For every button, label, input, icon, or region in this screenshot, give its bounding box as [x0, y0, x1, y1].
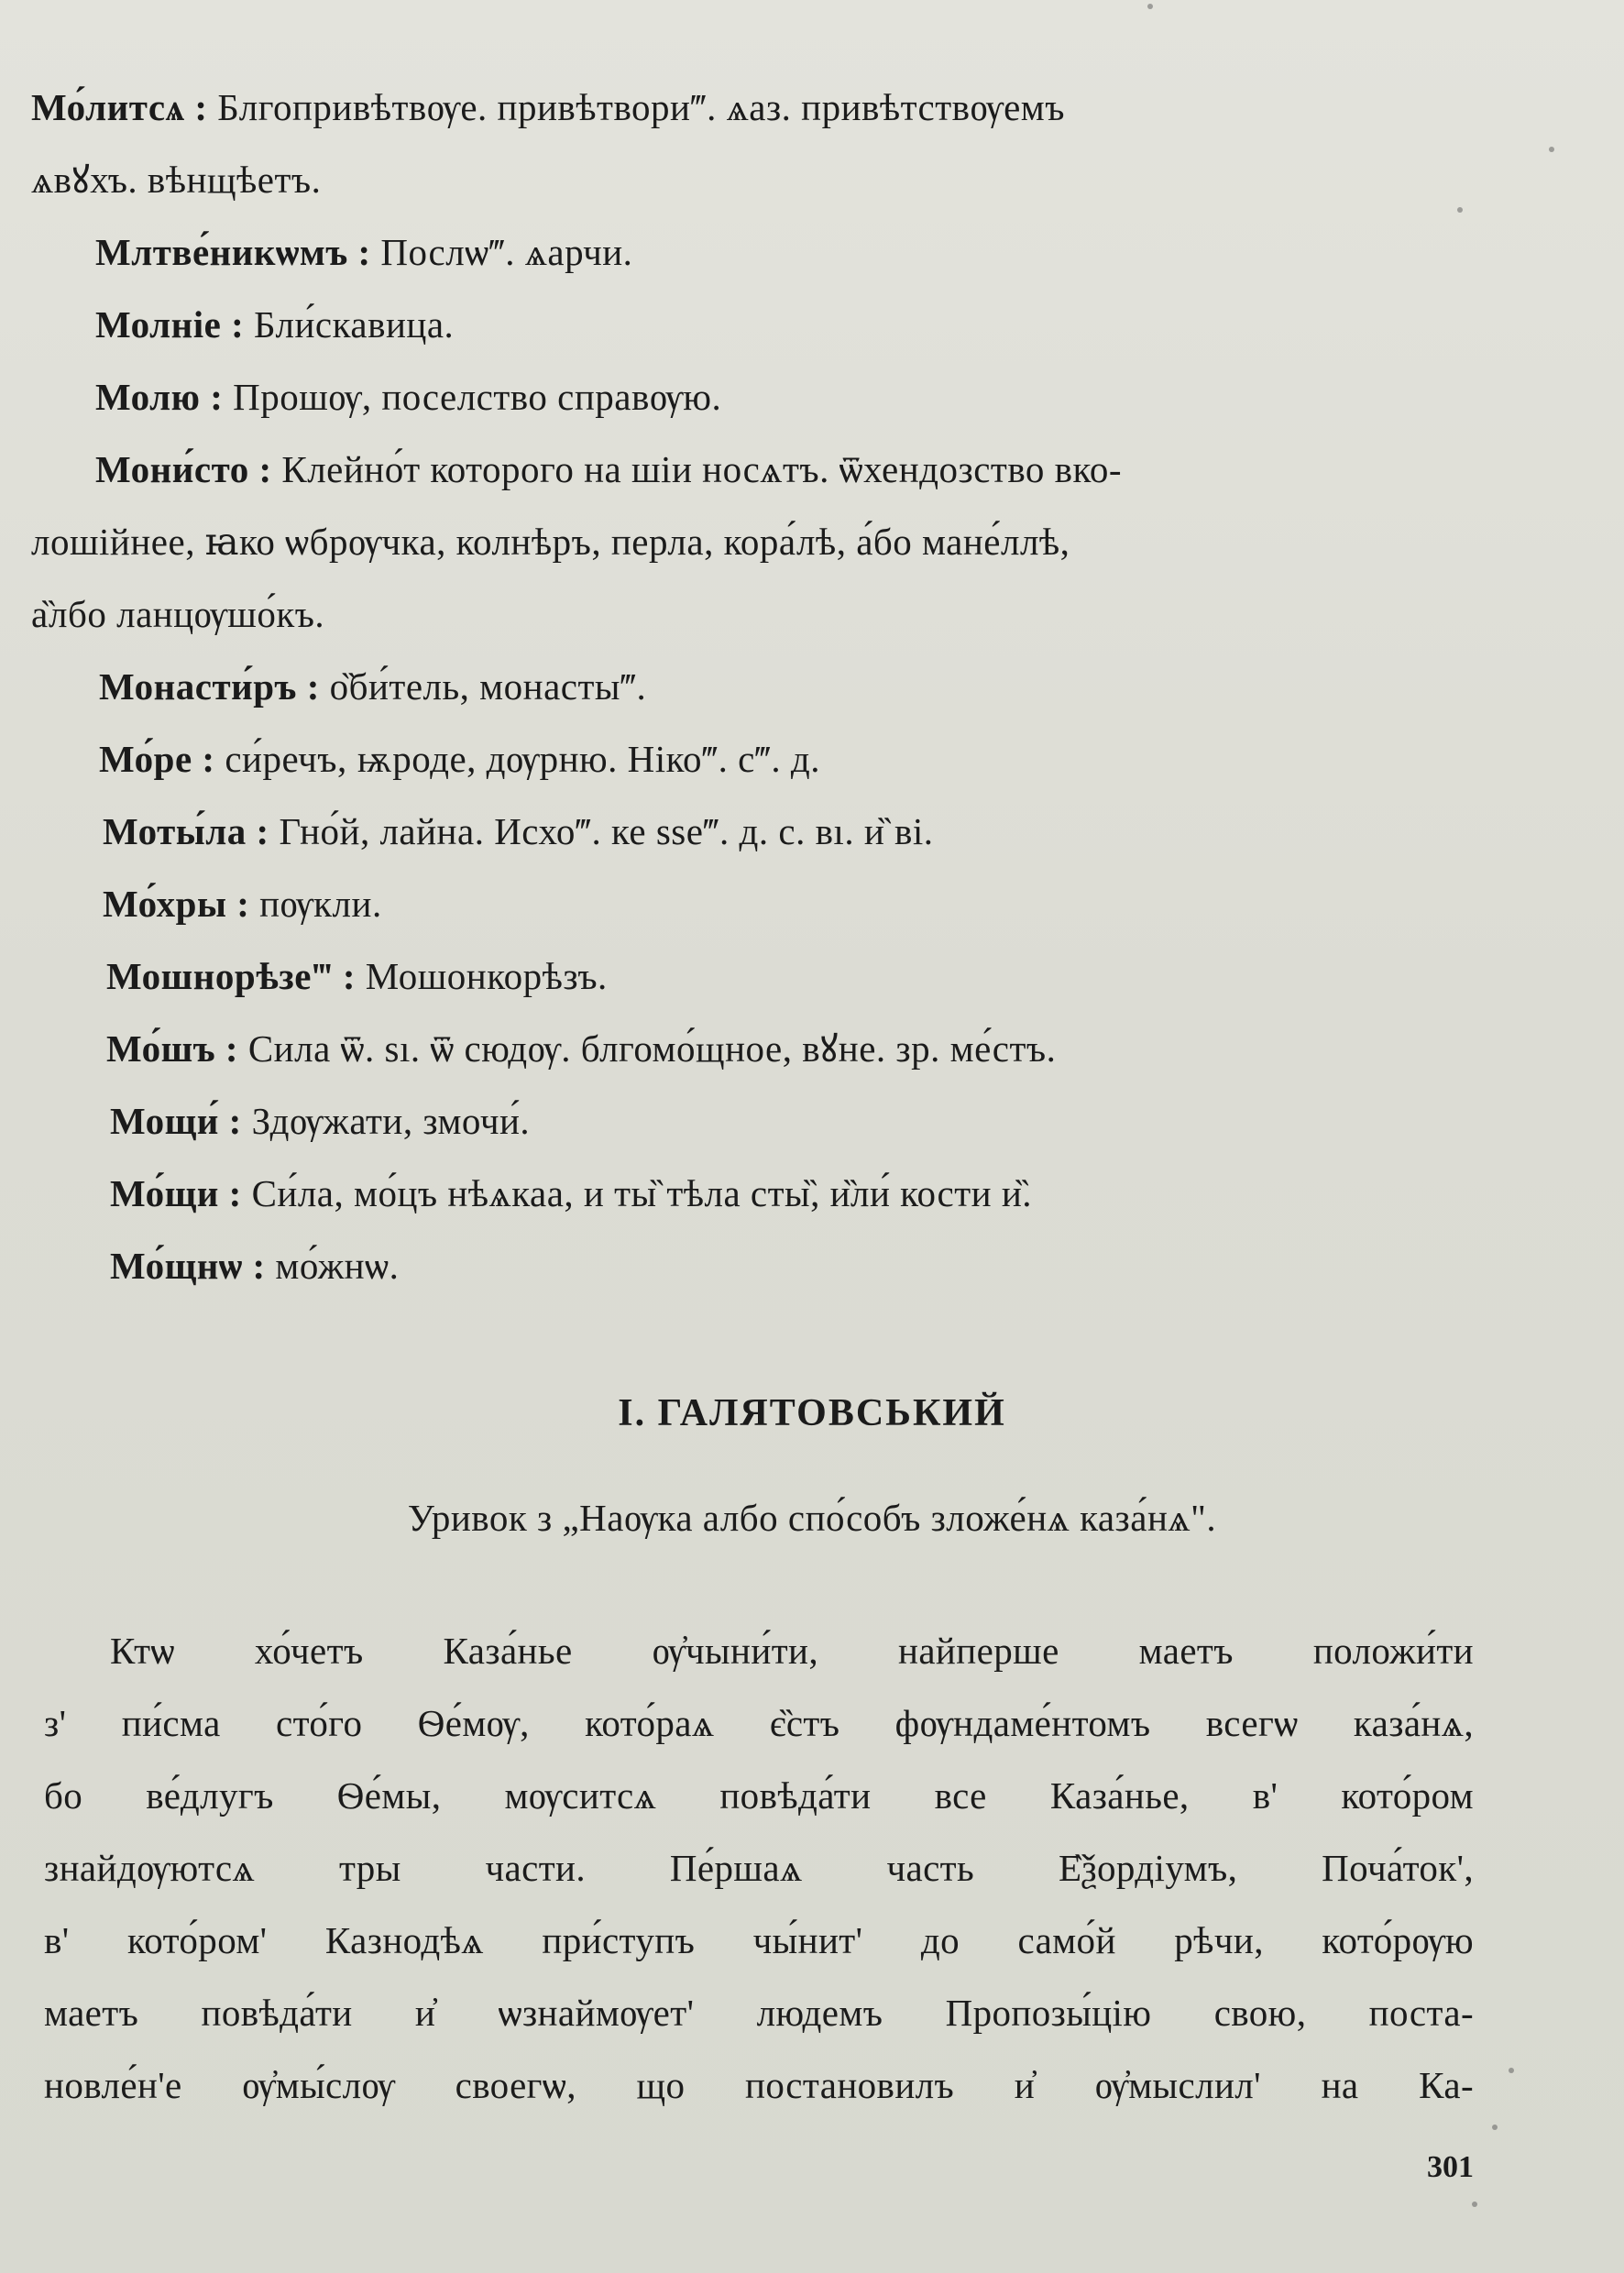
body-line: Ктѡ хо́четъ Каза́нье ѹ̓чыни́ти, найперше маетъ положи́ти	[110, 1630, 1474, 1672]
entry-definition: Прошѹ, поселство справѹю.	[223, 376, 722, 418]
entry-definition: о̏би́тель, монасты‴.	[319, 665, 647, 708]
entry-definition: лошійнее, ꙗко ѡбрѹчка, колнѣръ, перла, кора́лѣ, а́бо мане́ллѣ,	[31, 521, 1070, 563]
entry-definition: мо́жнѡ.	[265, 1245, 400, 1287]
entry-definition: пѹкли.	[249, 883, 382, 925]
print-speck	[1457, 207, 1463, 213]
dictionary-entry	[0, 361, 1624, 434]
dictionary-entry	[0, 868, 1624, 940]
entry-headword: Мощи́ :	[110, 1100, 242, 1142]
dictionary-entry	[0, 71, 1624, 144]
entry-definition: Сила ѿ. ѕı. ѿ сюдѹ. блгомо́щное, вꙋне. зр. ме́стъ.	[238, 1027, 1057, 1070]
section-subtitle: Уривок з „Наѹка албо спо́собъ зложе́нѧ каза́нѧ".	[407, 1497, 1217, 1539]
body-paragraph	[44, 1615, 1474, 2122]
print-speck	[1549, 147, 1554, 152]
page-number: 301	[1427, 2150, 1474, 2184]
entry-headword: Монасти́ръ :	[99, 665, 320, 708]
entry-headword: Моты́ла :	[103, 810, 269, 852]
entry-headword: Мо́щи :	[110, 1172, 242, 1214]
dictionary-entry-continuation	[0, 506, 1624, 578]
entry-headword: Молю :	[95, 376, 224, 418]
body-line: новле́н'е ѹ̓мы́слѹ своегѡ, що постановилъ и̓ ѹ̓мыслил' на Ка-	[44, 2064, 1474, 2106]
dictionary-entry	[0, 940, 1624, 1013]
dictionary-entry	[0, 1230, 1624, 1302]
entry-definition: Клейно́т которого на шіи носѧтъ. ѿхендозство вко-	[271, 448, 1123, 490]
entry-definition: си́речъ, ѭроде, дѹрню. Ніко‴. с‴. д.	[214, 738, 820, 780]
dictionary-entry	[0, 651, 1624, 723]
body-line: маетъ повѣда́ти и̓ ѡзнаймѹет' людемъ Пропозы́цію свою, поста-	[44, 1992, 1474, 2034]
entry-headword: Млтве́никѡмъ :	[95, 231, 371, 273]
entry-headword: Мо́хры :	[103, 883, 250, 925]
dictionary-entry	[0, 723, 1624, 796]
entry-headword: Мошнорѣзе‴ :	[106, 955, 357, 997]
entry-headword: Мо́ре :	[99, 738, 215, 780]
entry-definition: Бли́скавица.	[244, 303, 455, 346]
dictionary-entries	[0, 71, 1624, 1302]
entry-headword: Мо́шъ :	[106, 1027, 239, 1070]
dictionary-entry	[0, 796, 1624, 868]
body-line: знайдѹютсѧ тры части. Пе́ршаѧ часть Е̏ѯордіумъ, Поча́ток',	[44, 1847, 1474, 1889]
entry-headword: Мони́сто :	[95, 448, 272, 490]
body-line: з' пи́сма сто́го Ѳе́мѹ, кото́раѧ є̏стъ фѹндаме́нтомъ всегѡ каза́нѧ,	[44, 1702, 1474, 1744]
entry-definition: Блгопривѣтвѹе. привѣтвори‴. ѧаз. привѣтствѹемъ	[207, 86, 1065, 128]
dictionary-entry-continuation	[0, 578, 1624, 651]
entry-definition: Мошонкорѣзъ.	[356, 955, 608, 997]
entry-definition: а̏лбо ланцѹшо́къ.	[31, 593, 325, 635]
print-speck	[1472, 2202, 1477, 2207]
section-title: І. ГАЛЯТОВСЬКИЙ	[618, 1392, 1006, 1434]
entry-definition: Послѡ‴. ѧарчи.	[370, 231, 633, 273]
dictionary-entry	[0, 1158, 1624, 1230]
dictionary-entry	[0, 1085, 1624, 1158]
dictionary-entry	[0, 1013, 1624, 1085]
dictionary-entry	[0, 434, 1624, 506]
dictionary-entry-continuation	[0, 144, 1624, 216]
entry-definition: Здѹжати, змочи́.	[241, 1100, 531, 1142]
entry-headword: Мо́литсѧ :	[31, 86, 208, 128]
print-speck	[1147, 4, 1153, 9]
body-line: в' кото́ром' Казнодѣѧ при́ступъ чы́нит' до само́й рѣчи, кото́рѹю	[44, 1919, 1474, 1961]
entry-definition: Си́ла, мо́цъ нѣѧкаа, и ты̏ тѣла сты̏, и̏ли́ кости и̏.	[241, 1172, 1033, 1214]
print-speck	[1509, 2068, 1514, 2073]
entry-headword: Мо́щнѡ :	[110, 1245, 266, 1287]
entry-definition: Гно́й, лайна. Исхо‴. ке ѕѕе‴. д. с. вı. и̏ ві.	[269, 810, 934, 852]
body-line: бо ве́длугъ Ѳе́мы, мѹситсѧ повѣда́ти все Каза́нье, в' кото́ром	[44, 1774, 1474, 1817]
print-speck	[1492, 2125, 1498, 2130]
dictionary-entry	[0, 216, 1624, 289]
entry-definition: ѧвꙋхъ. вѣнщѣетъ.	[31, 159, 322, 201]
dictionary-entry	[0, 289, 1624, 361]
entry-headword: Молніе :	[95, 303, 245, 346]
